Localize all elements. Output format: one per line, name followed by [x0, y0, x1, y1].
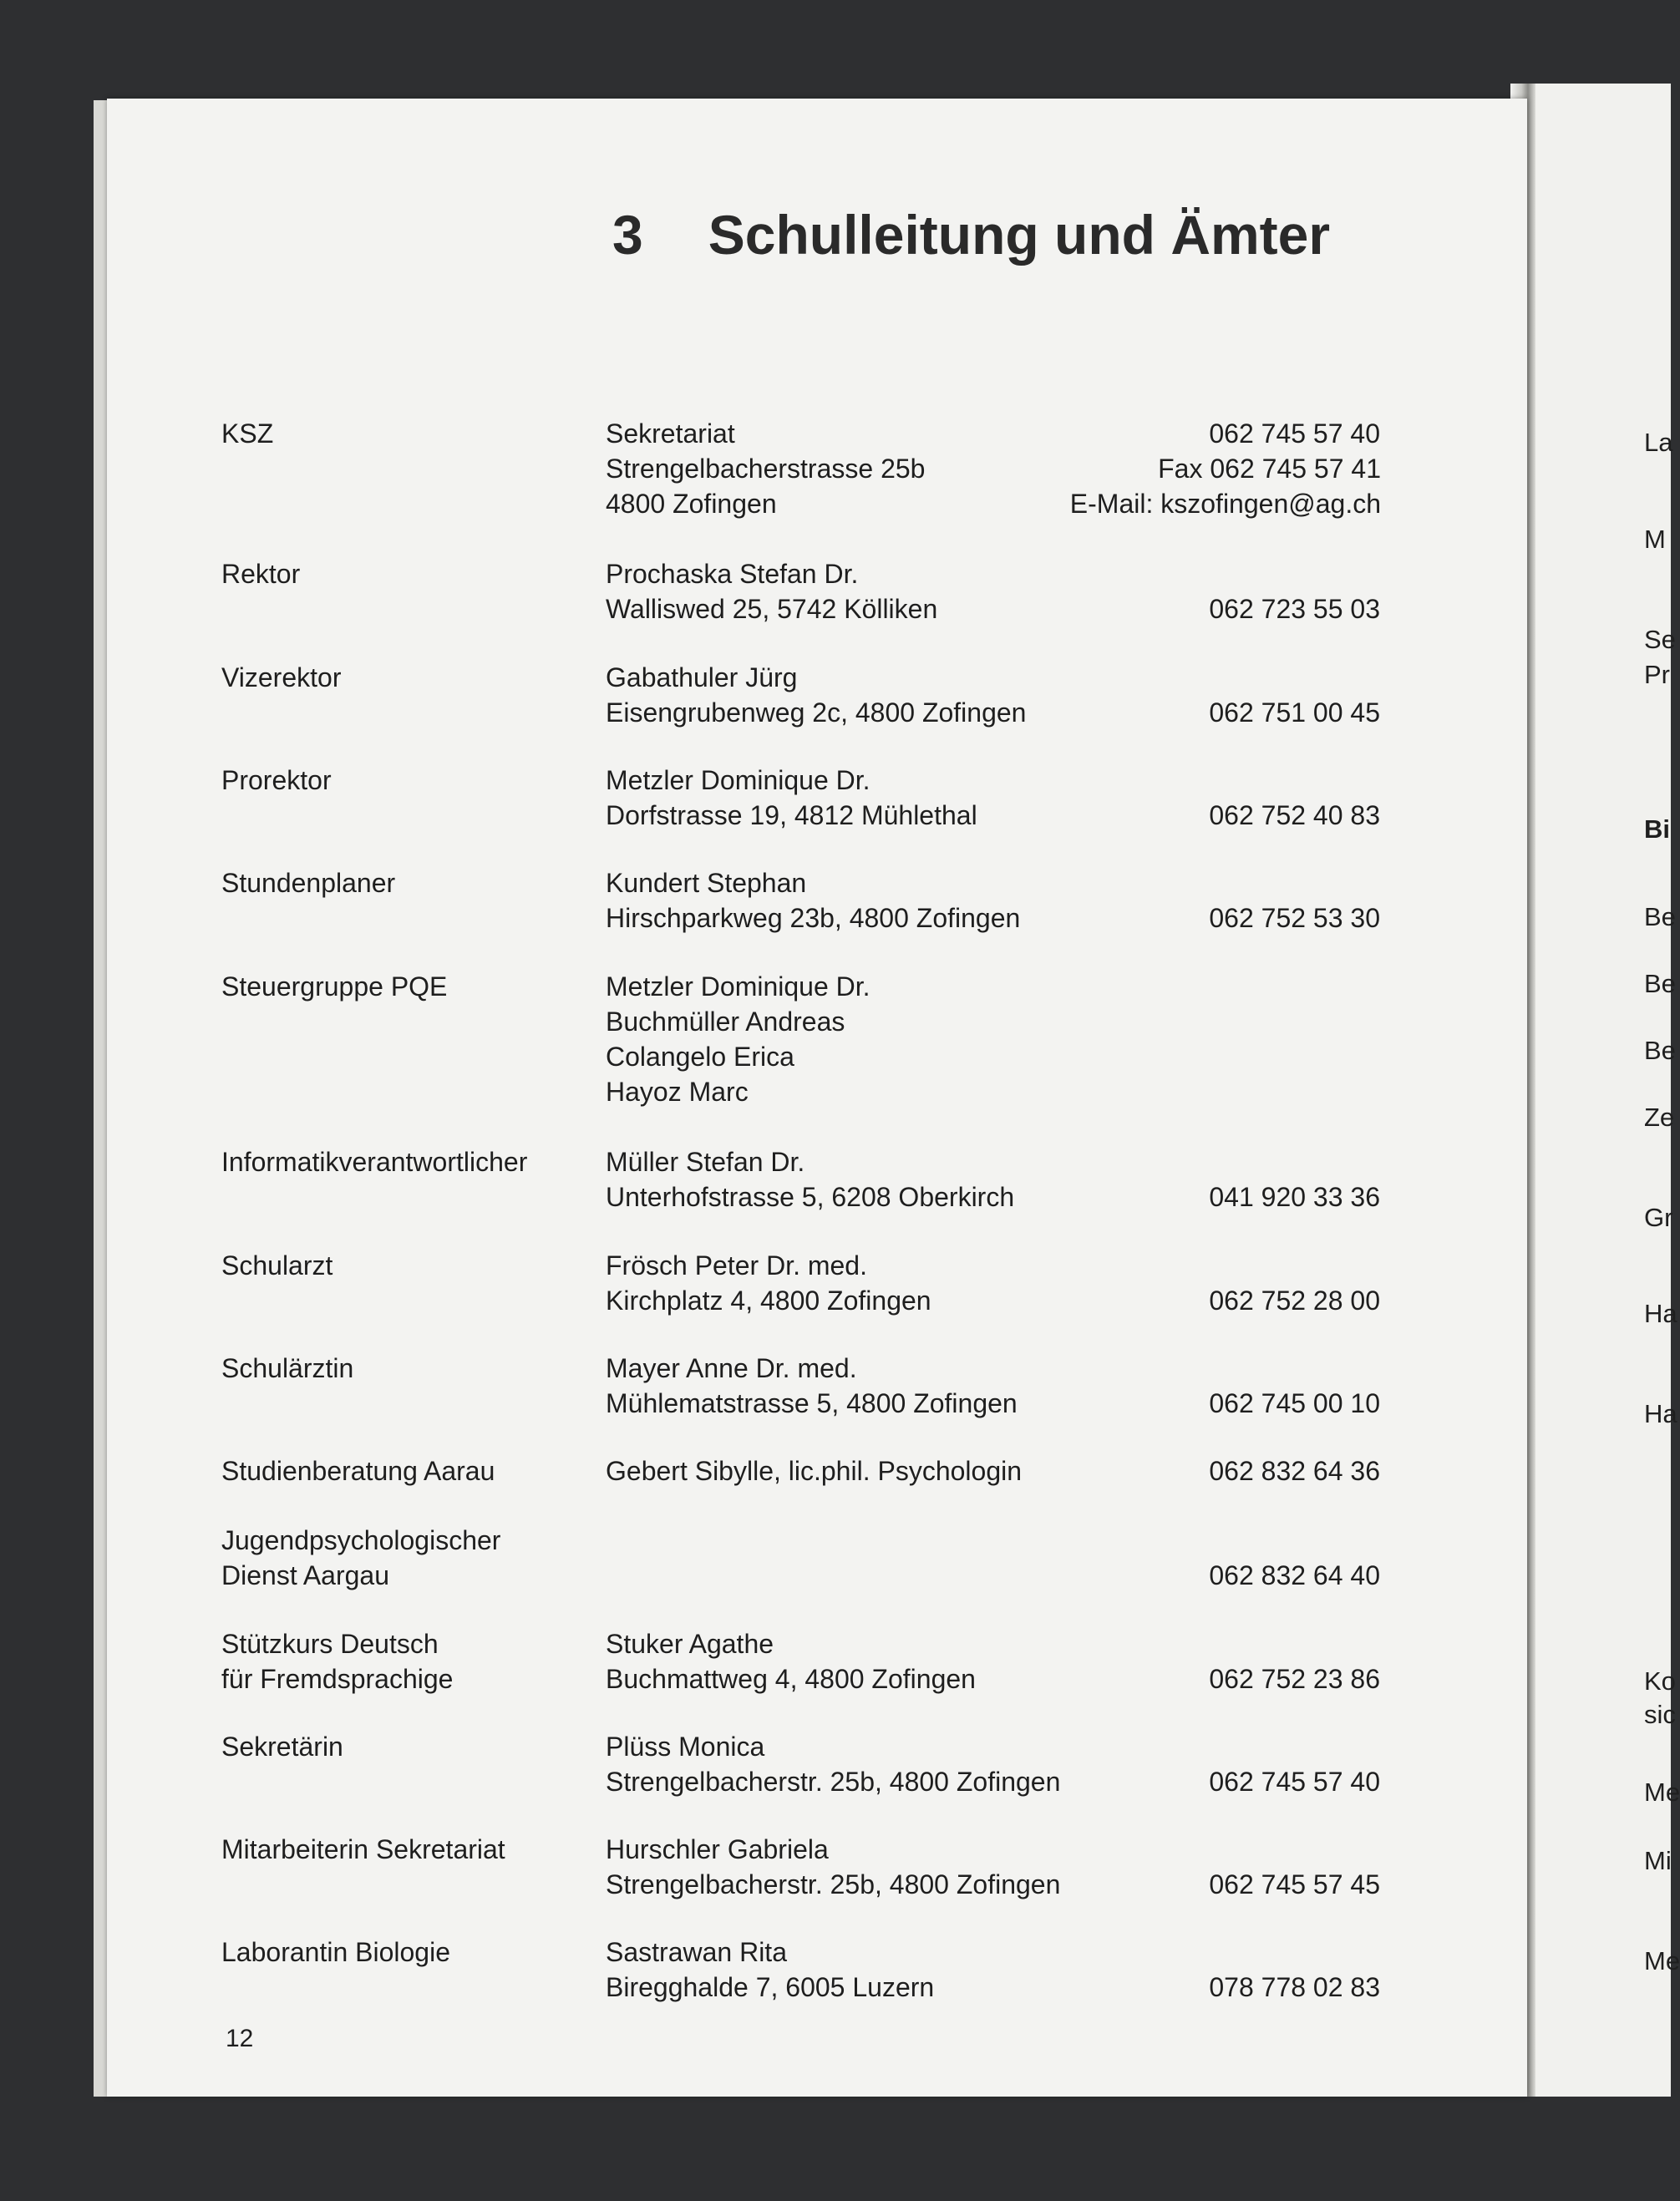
- entry-detail-text: Dorfstrasse 19, 4812 Mühlethal: [606, 800, 977, 830]
- entry-role-line: Schularzt: [221, 1250, 333, 1281]
- section-title: Schulleitung und Ämter: [708, 204, 1331, 266]
- entry-role: [221, 865, 589, 900]
- entry-detail-text: Frösch Peter Dr. med.: [606, 1250, 867, 1281]
- entry-role-line: Rektor: [221, 559, 301, 589]
- entry-role-line: für Fremdsprachige: [221, 1664, 454, 1694]
- entry-detail-line: [606, 1935, 1441, 1970]
- facing-page-fragment: Be: [1644, 902, 1676, 931]
- entry-detail-text: Hurschler Gabriela: [606, 1834, 829, 1864]
- entry-role-line: Prorektor: [221, 765, 332, 795]
- entry-detail-text: Sekretariat: [606, 418, 735, 449]
- facing-page-fragment: Ze: [1644, 1103, 1675, 1132]
- entry-role: [221, 1729, 589, 1764]
- facing-page-fragment: Ha: [1644, 1299, 1677, 1328]
- phone-number: 062 832 64 36: [1209, 1456, 1380, 1486]
- facing-page-fragment: Se: [1644, 625, 1676, 654]
- entry-detail-line: [606, 1144, 1441, 1179]
- entry-detail-text: Kirchplatz 4, 4800 Zofingen: [606, 1286, 931, 1316]
- entry-role-line: Laborantin Biologie: [221, 1937, 450, 1967]
- entry-detail-text: Metzler Dominique Dr.: [606, 971, 870, 1002]
- section-number: 3: [612, 204, 643, 266]
- entry-role: [221, 1832, 589, 1867]
- entry-detail-line: [606, 1832, 1441, 1867]
- email-address: E-Mail: kszofingen@ag.ch: [1069, 489, 1381, 519]
- entry-detail-text: Müller Stefan Dr.: [606, 1147, 805, 1177]
- entry-detail-text: Prochaska Stefan Dr.: [606, 559, 859, 589]
- entry-detail-text: Unterhofstrasse 5, 6208 Oberkirch: [606, 1182, 1015, 1212]
- facing-page-fragment: Ko: [1644, 1666, 1676, 1696]
- entry-detail-line: [606, 1039, 1441, 1074]
- entry-role: [221, 1626, 589, 1696]
- page-number: 12: [226, 2025, 254, 2052]
- entry-role-line: Schulärztin: [221, 1353, 354, 1383]
- entry-role: [221, 1523, 589, 1593]
- entry-detail-text: Biregghalde 7, 6005 Luzern: [606, 1972, 935, 2002]
- entry-detail-text: Hayoz Marc: [606, 1077, 749, 1107]
- facing-page-fragment: Me: [1644, 1946, 1680, 1975]
- entry-detail-text: Mühlematstrasse 5, 4800 Zofingen: [606, 1388, 1018, 1418]
- entry-role-line: Mitarbeiterin Sekretariat: [221, 1834, 505, 1864]
- phone-number: 078 778 02 83: [1209, 1972, 1380, 2002]
- entry-detail-line: [606, 1729, 1441, 1764]
- phone-number: 062 751 00 45: [1209, 697, 1380, 728]
- entry-role: [221, 1935, 589, 1970]
- entry-role-line: Stundenplaner: [221, 868, 396, 898]
- entry-detail-text: Kundert Stephan: [606, 868, 807, 898]
- facing-page-fragment: Be: [1644, 969, 1676, 998]
- phone-number: 062 752 28 00: [1209, 1286, 1380, 1316]
- entry-detail-line: [606, 1351, 1441, 1386]
- facing-page-fragment: Ha: [1644, 1399, 1677, 1428]
- facing-page-fragment: Pr: [1644, 660, 1670, 689]
- entry-role: [221, 660, 589, 695]
- phone-number: 062 745 57 45: [1209, 1869, 1380, 1899]
- entry-role: [221, 969, 589, 1004]
- entry-role: [221, 1351, 589, 1386]
- entry-role-line: Jugendpsychologischer: [221, 1525, 501, 1555]
- facing-page-fragment: Be: [1644, 1036, 1676, 1065]
- entry-detail-line: [606, 1248, 1441, 1283]
- entry-detail-line: [606, 969, 1441, 1004]
- facing-page-fragment: M: [1644, 525, 1666, 554]
- entry-detail-line: [606, 1004, 1441, 1039]
- phone-number: 062 745 57 40: [1209, 418, 1380, 449]
- entry-details: [606, 969, 1441, 1109]
- entry-role-line: Stützkurs Deutsch: [221, 1629, 439, 1659]
- entry-role-line: Vizerektor: [221, 662, 342, 692]
- entry-role: [221, 1453, 589, 1488]
- entry-role-line: Dienst Aargau: [221, 1560, 390, 1590]
- entry-detail-line: [606, 865, 1441, 900]
- entry-role: [221, 763, 589, 798]
- facing-page-fragment: Me: [1644, 1778, 1680, 1807]
- entry-detail-text: Hirschparkweg 23b, 4800 Zofingen: [606, 903, 1021, 933]
- entry-detail-text: Buchmüller Andreas: [606, 1007, 845, 1037]
- facing-page-fragment: La: [1644, 428, 1673, 457]
- phone-number: 062 832 64 40: [1209, 1560, 1380, 1590]
- entry-detail-text: Walliswed 25, 5742 Kölliken: [606, 594, 938, 624]
- entry-role: [221, 416, 589, 451]
- entry-detail-line: [606, 486, 1441, 521]
- phone-number: 041 920 33 36: [1209, 1182, 1380, 1212]
- entry-detail-text: Strengelbacherstrasse 25b: [606, 454, 926, 484]
- phone-number: 062 723 55 03: [1209, 594, 1380, 624]
- entry-detail-text: Gabathuler Jürg: [606, 662, 798, 692]
- entry-detail-text: Mayer Anne Dr. med.: [606, 1353, 857, 1383]
- entry-role-line: KSZ: [221, 418, 274, 449]
- phone-number: 062 752 53 30: [1209, 903, 1380, 933]
- facing-page-fragment: Mi: [1644, 1846, 1672, 1875]
- phone-number: 062 752 23 86: [1209, 1664, 1380, 1694]
- entry-detail-text: Plüss Monica: [606, 1732, 765, 1762]
- entry-role-line: Studienberatung Aarau: [221, 1456, 495, 1486]
- facing-page-fragment: Bi: [1644, 814, 1670, 844]
- fax-number: Fax 062 745 57 41: [1158, 454, 1381, 484]
- facing-page-fragment: sic: [1644, 1700, 1676, 1729]
- phone-number: 062 745 00 10: [1209, 1388, 1380, 1418]
- entry-detail-text: Gebert Sibylle, lic.phil. Psychologin: [606, 1456, 1023, 1486]
- facing-page-fragment: Gr: [1644, 1203, 1673, 1232]
- phone-number: 062 752 40 83: [1209, 800, 1380, 830]
- entry-role: [221, 1144, 589, 1179]
- phone-number: 062 745 57 40: [1209, 1767, 1380, 1797]
- entry-detail-text: Stuker Agathe: [606, 1629, 774, 1659]
- entry-role-line: Sekretärin: [221, 1732, 343, 1762]
- entry-detail-text: Strengelbacherstr. 25b, 4800 Zofingen: [606, 1767, 1061, 1797]
- entry-role: [221, 1248, 589, 1283]
- entry-detail-line: [606, 556, 1441, 591]
- entry-detail-text: Eisengrubenweg 2c, 4800 Zofingen: [606, 697, 1027, 728]
- entry-role: [221, 556, 589, 591]
- entry-detail-line: [606, 1074, 1441, 1109]
- entry-detail-text: Sastrawan Rita: [606, 1937, 787, 1967]
- entry-detail-line: [606, 451, 1441, 486]
- entry-detail-line: [606, 763, 1441, 798]
- entry-detail-text: Strengelbacherstr. 25b, 4800 Zofingen: [606, 1869, 1061, 1899]
- entry-role-line: Steuergruppe PQE: [221, 971, 448, 1002]
- entry-detail-text: 4800 Zofingen: [606, 489, 777, 519]
- entry-detail-line: [606, 660, 1441, 695]
- entry-role-line: Informatikverantwortlicher: [221, 1147, 528, 1177]
- entry-detail-text: Buchmattweg 4, 4800 Zofingen: [606, 1664, 976, 1694]
- entry-detail-line: [606, 1626, 1441, 1661]
- entry-detail-text: Metzler Dominique Dr.: [606, 765, 870, 795]
- entry-detail-text: Colangelo Erica: [606, 1042, 794, 1072]
